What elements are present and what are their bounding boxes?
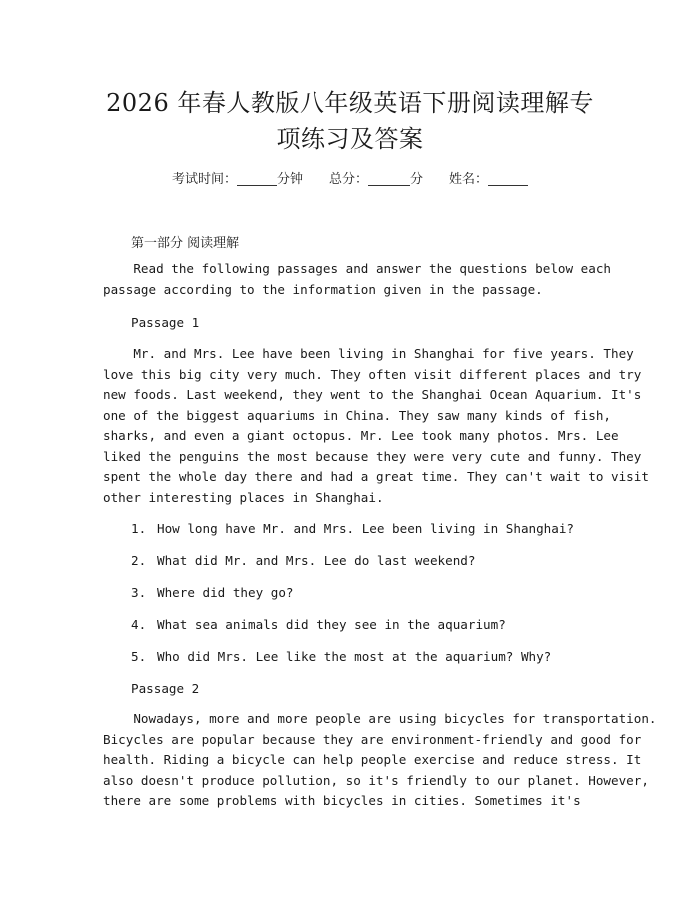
question-number: 5. <box>131 649 147 664</box>
passage-line: there are some problems with bicycles in cities. Sometimes it's <box>103 793 581 808</box>
passage-2-body <box>103 709 657 812</box>
question-text: Who did Mrs. Lee like the most at the aquarium? Why? <box>157 649 552 664</box>
passage-2-heading: Passage 2 <box>131 681 200 696</box>
instructions-line: passage according to the information given in the passage. <box>103 281 543 297</box>
question-number: 2. <box>131 553 147 568</box>
passage-line: one of the biggest aquariums in China. They saw many kinds of fish, <box>103 407 611 423</box>
score-blank[interactable] <box>368 171 410 186</box>
score-label: 总分： <box>328 172 368 187</box>
passage-line: spent the whole day there and had a great time. They can't wait to visit <box>103 469 649 484</box>
passage-line: sharks, and even a giant octopus. Mr. Lee took many photos. Mrs. Lee <box>103 428 619 443</box>
question-text: How long have Mr. and Mrs. Lee been living in Shanghai? <box>157 521 575 536</box>
name-label: 姓名： <box>449 172 489 187</box>
passage-line: new foods. Last weekend, they went to the Shanghai Ocean Aquarium. It's <box>103 387 642 402</box>
passage-line: Nowadays, more and more people are using bicycles for transportation. <box>103 711 657 726</box>
instructions-line: Read the following passages and answer the questions below each <box>103 261 611 276</box>
passage-line: other interesting places in Shanghai. <box>103 489 384 505</box>
question-text: What did Mr. and Mrs. Lee do last weekend? <box>157 553 476 568</box>
time-blank[interactable] <box>237 171 277 186</box>
question-text: What sea animals did they see in the aquarium? <box>157 617 506 632</box>
passage-line: Bicycles are popular because they are environment-friendly and good for <box>103 731 642 747</box>
passage-line: Mr. and Mrs. Lee have been living in Shanghai for five years. They <box>103 346 634 361</box>
section-heading: 第一部分 阅读理解 <box>131 236 240 251</box>
name-blank[interactable] <box>488 171 528 186</box>
document-title-line-1: 2026 年春人教版八年级英语下册阅读理解专 <box>106 89 594 117</box>
question-number: 4. <box>131 617 147 632</box>
passage-line: liked the penguins the most because they were very cute and funny. They <box>103 448 642 464</box>
passage-1-heading: Passage 1 <box>131 315 200 330</box>
time-unit: 分钟 <box>276 172 303 187</box>
question-number: 1. <box>131 521 147 536</box>
exam-info-bar <box>0 168 700 187</box>
passage-line: love this big city very much. They often visit different places and try <box>103 366 642 382</box>
question-number: 3. <box>131 585 147 600</box>
passage-line: also doesn't produce pollution, so it's friendly to our planet. However, <box>103 772 649 788</box>
time-label: 考试时间： <box>171 172 237 187</box>
score-unit: 分 <box>410 172 424 187</box>
document-title-line-2: 项练习及答案 <box>276 125 424 153</box>
instructions-paragraph <box>103 259 611 300</box>
passage-line: health. Riding a bicycle can help people exercise and reduce stress. It <box>103 752 642 767</box>
question-text: Where did they go? <box>157 585 294 600</box>
passage-1-body <box>103 344 649 508</box>
